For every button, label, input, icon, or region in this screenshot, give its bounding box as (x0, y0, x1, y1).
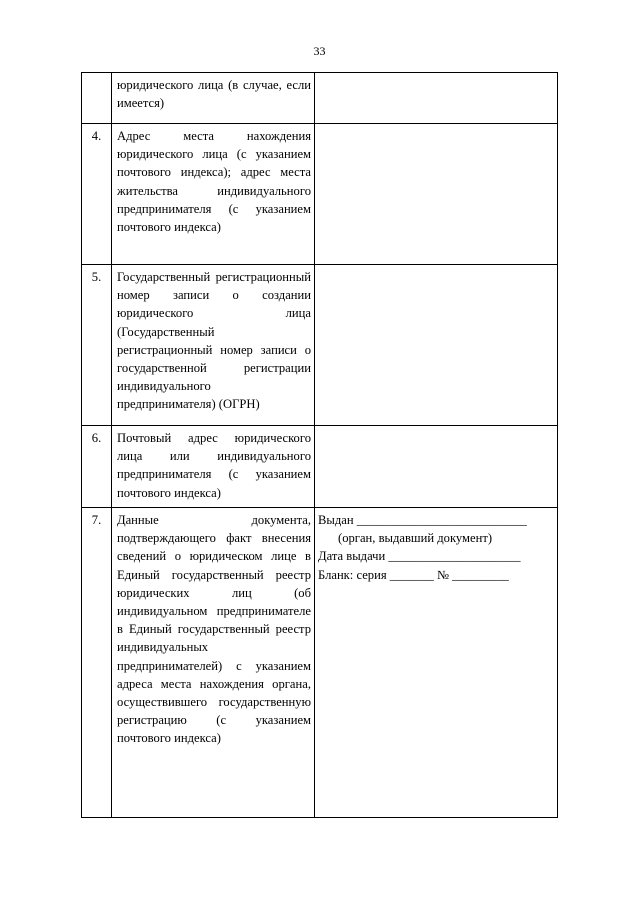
row-number: 5. (82, 265, 112, 426)
row-number (82, 73, 112, 124)
table-row (82, 265, 558, 426)
row-description: Государственный регистрационный номер записи о создании юридического лица (Государственный регистрационный номер записи о государственной регистрации индивидуального предпринимателя) (ОГРН) (117, 270, 311, 412)
row-value-cell (315, 73, 558, 124)
table-row (82, 508, 558, 818)
table-row (82, 124, 558, 265)
page-number: 33 (313, 44, 326, 58)
issued-by-hint: (орган, выдавший документ) (338, 531, 493, 546)
row-description: Данные документа, подтверждающего факт внесения сведений о юридическом лице в Единый государственный реестр юридических лиц (об индивидуальном предпринимателе в Единый государственный реестр индивидуальных предпринимателей) с указанием адреса места нахождения органа, осуществившего государственную регистрацию (с указанием почтового индекса) (117, 513, 311, 746)
row-value-cell (315, 124, 558, 265)
row-description: Почтовый адрес юридического лица или индивидуального предпринимателя (с указанием почтового индекса) (117, 431, 311, 500)
form-table (81, 72, 558, 818)
row-number: 7. (82, 508, 112, 818)
issue-date-field: Дата выдачи _____________________ (318, 549, 521, 564)
blank-series-field: Бланк: серия _______ № _________ (318, 567, 509, 582)
row-description: юридического лица (в случае, если имеется) (117, 78, 311, 111)
row-value-cell (315, 508, 558, 818)
table-row (82, 73, 558, 124)
row-value-cell (315, 426, 558, 508)
table-row (82, 426, 558, 508)
row-value-cell (315, 265, 558, 426)
row-number: 6. (82, 426, 112, 508)
row-number: 4. (82, 124, 112, 265)
issued-by-field: Выдан ___________________________ (318, 513, 527, 527)
row-description: Адрес места нахождения юридического лица (с указанием почтового индекса); адрес места жительства индивидуального предпринимателя (с указанием почтового индекса) (117, 129, 311, 235)
